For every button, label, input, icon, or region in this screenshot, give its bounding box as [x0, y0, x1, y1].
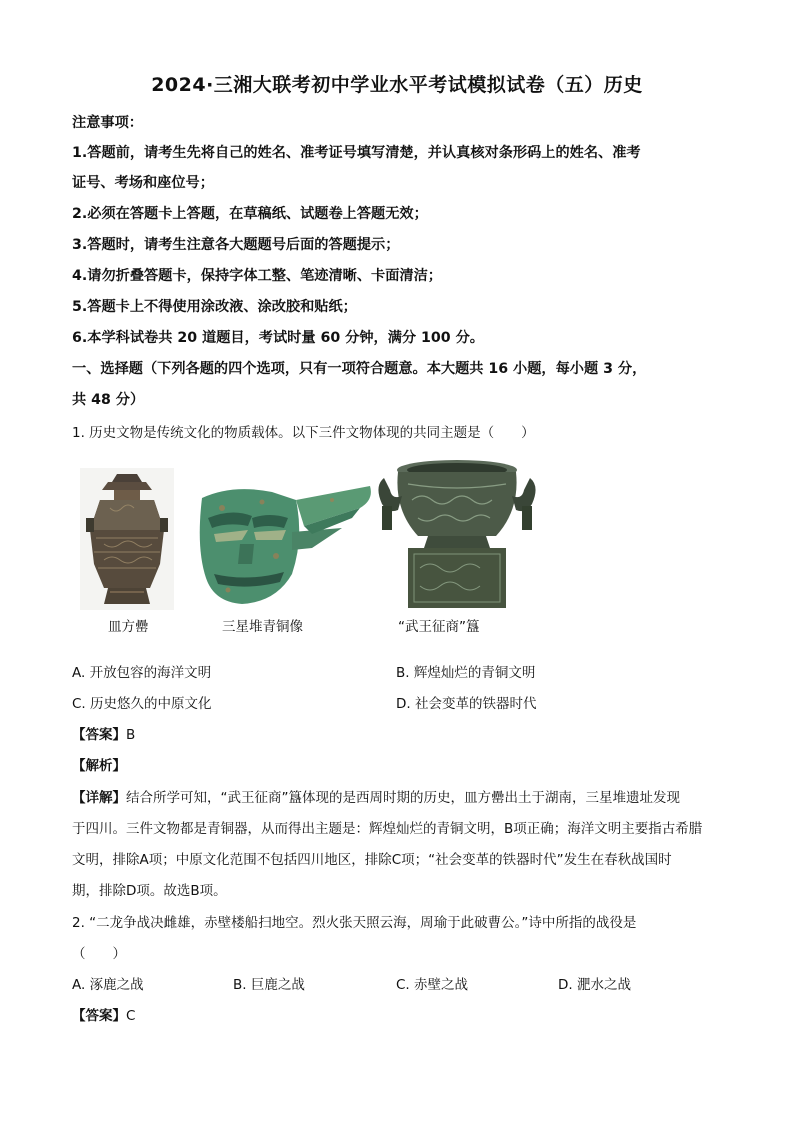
q1-option-c: C. 历史悠久的中原文化: [72, 696, 212, 712]
q1-option-d: D. 社会变革的铁器时代: [396, 696, 537, 712]
notice-heading: 注意事项：: [72, 115, 143, 131]
answer-value: B: [126, 727, 136, 743]
notice-item: 证号、考场和座位号；: [72, 175, 214, 191]
page-title: 2024·三湘大联考初中学业水平考试模拟试卷（五）历史: [151, 74, 643, 96]
q1-detail-line: 文明，排除A项；中原文化范围不包括四川地区，排除C项；“社会变革的铁器时代”发生在春秋战国时: [72, 852, 672, 868]
caption-minfanglei: 皿方罍: [108, 619, 149, 635]
q1-analysis-label: 【解析】: [72, 758, 126, 774]
answer-value: C: [126, 1008, 136, 1024]
q2-option-c: C. 赤壁之战: [396, 977, 469, 993]
section-heading-cont: 共 48 分）: [72, 392, 145, 408]
question-2-stem-cont: （ ）: [72, 946, 126, 962]
answer-label: 【答案】: [72, 1008, 126, 1024]
question-1-stem: 1. 历史文物是传统文化的物质载体。以下三件文物体现的共同主题是（ ）: [72, 425, 535, 441]
q1-answer: [72, 723, 135, 743]
li-gui-image: [374, 456, 540, 612]
q2-option-b: B. 巨鹿之战: [233, 977, 305, 993]
caption-gui: “武王征商”簋: [398, 619, 480, 635]
notice-item: 5.答题卡上不得使用涂改液、涂改胶和贴纸；: [72, 299, 357, 315]
detail-text: 结合所学可知，“武王征商”簋体现的是西周时期的历史，皿方罍出土于湖南，三星堆遗址发现: [126, 790, 680, 806]
q2-answer: [72, 1004, 135, 1024]
q1-option-a: A. 开放包容的海洋文明: [72, 665, 212, 681]
q1-detail-line: 期，排除D项。故选B项。: [72, 883, 227, 899]
q2-option-a: A. 涿鹿之战: [72, 977, 144, 993]
minfanglei-image: [80, 468, 174, 610]
answer-label: 【答案】: [72, 727, 126, 743]
section-heading: 一、选择题（下列各题的四个选项，只有一项符合题意。本大题共 16 小题，每小题 3 分，: [72, 361, 647, 377]
sanxingdui-mask-image: [192, 478, 378, 610]
q2-option-d: D. 淝水之战: [558, 977, 631, 993]
notice-item: 6.本学科试卷共 20 道题目，考试时量 60 分钟，满分 100 分。: [72, 330, 484, 346]
q1-detail-line: 于四川。三件文物都是青铜器，从而得出主题是：辉煌灿烂的青铜文明，B项正确；海洋文明主要指古希腊: [72, 821, 703, 837]
notice-item: 4.请勿折叠答题卡，保持字体工整、笔迹清晰、卡面清洁；: [72, 268, 442, 284]
notice-item: 3.答题时，请考生注意各大题题号后面的答题提示；: [72, 237, 400, 253]
notice-item: 2.必须在答题卡上答题，在草稿纸、试题卷上答题无效；: [72, 206, 428, 222]
q1-option-b: B. 辉煌灿烂的青铜文明: [396, 665, 536, 681]
detail-label: 【详解】: [72, 790, 126, 806]
notice-item: 1.答题前，请考生先将自己的姓名、准考证号填写清楚，并认真核对条形码上的姓名、准考: [72, 145, 641, 161]
caption-sanxingdui: 三星堆青铜像: [222, 619, 303, 635]
question-2-stem: 2. “二龙争战决雌雄，赤壁楼船扫地空。烈火张天照云海，周瑜于此破曹公。”诗中所指的战役是: [72, 915, 637, 931]
q1-detail-line: [72, 786, 680, 806]
